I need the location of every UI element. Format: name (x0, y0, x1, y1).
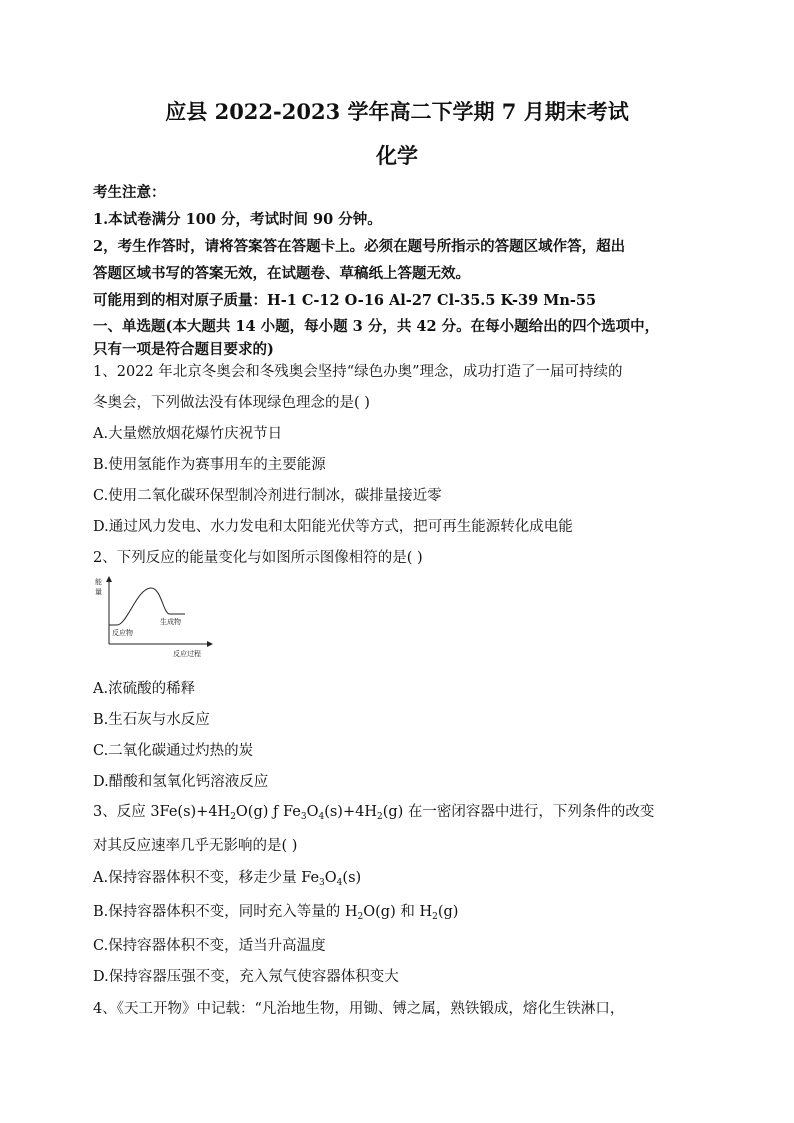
q2-option-a: A.浓硫酸的稀释 (93, 681, 196, 697)
exam-title: 应县 2022-2023 学年高二下学期 7 月期末考试 (165, 99, 629, 124)
q2-option-b: B.生石灰与水反应 (93, 712, 210, 728)
q3-stem-line-1: 3、反应 $3Fe(s)+4H_2O(g)$ ƒ $Fe_3O_4(s)+4H_2(g)$ 在一密闭容器中进行，下列条件的改变 (93, 804, 655, 822)
q4-stem-line-1: 4、《天工开物》中记载：“凡治地生物，用锄、镈之属，熟铁锻成，熔化生铁淋口， (93, 1001, 625, 1017)
q2-option-d: D.醋酸和氢氧化钙溶液反应 (93, 774, 269, 790)
y-label-1: 能 (95, 578, 102, 586)
q3-option-c: C.保持容器体积不变，适当升高温度 (93, 938, 326, 954)
x-axis-arrow (207, 641, 213, 647)
section-heading-line-2: 只有一项是符合题目要求的) (93, 341, 274, 358)
q3-option-d: D.保持容器压强不变，充入氖气使容器体积变大 (93, 969, 399, 985)
y-label-2: 量 (95, 588, 102, 596)
q2-option-c: C.二氧化碳通过灼热的炭 (93, 743, 254, 759)
q1-option-b: B.使用氢能作为赛事用车的主要能源 (93, 457, 326, 473)
q3-stem-line-2: 对其反应速率几乎无影响的是( ) (93, 838, 298, 854)
note-1: 1.本试卷满分 100 分，考试时间 90 分钟。 (93, 211, 382, 228)
product-label: 生成物 (160, 618, 181, 626)
q2-stem: 2、下列反应的能量变化与如图所示图像相符的是( ) (93, 550, 423, 566)
note-2-line-1: 2，考生作答时，请将答案答在答题卡上。必须在题号所指示的答题区域作答，超出 (93, 238, 626, 255)
x-label: 反应过程 (173, 650, 201, 658)
q3-option-b: B.保持容器体积不变，同时充入等量的 $H_2O(g)$ 和 $H_2(g)$ (93, 904, 459, 922)
note-2-line-2: 答题区域书写的答案无效，在试题卷、草稿纸上答题无效。 (93, 265, 470, 282)
notes-heading: 考生注意： (93, 184, 166, 201)
q1-option-c: C.使用二氧化碳环保型制冷剂进行制冰，碳排量接近零 (93, 488, 442, 504)
q1-option-d: D.通过风力发电、水力发电和太阳能光伏等方式，把可再生能源转化成电能 (93, 519, 573, 535)
y-axis-arrow (106, 576, 112, 582)
reactant-label: 反应物 (112, 629, 133, 637)
q1-stem-line-2: 冬奥会，下列做法没有体现绿色理念的是( ) (93, 395, 370, 411)
energy-diagram (93, 574, 218, 662)
subject-title: 化学 (376, 143, 418, 168)
q1-option-a: A.大量燃放烟花爆竹庆祝节日 (93, 426, 283, 442)
section-heading-line-1: 一、单选题(本大题共 14 小题，每小题 3 分，共 42 分。在每小题给出的四个选项中， (93, 318, 660, 335)
atomic-masses: 可能用到的相对原子质量：H-1 C-12 O-16 Al-27 Cl-35.5 K-39 Mn-55 (93, 292, 597, 309)
q1-stem-line-1: 1、2022 年北京冬奥会和冬残奥会坚持“绿色办奥”理念，成功打造了一届可持续的 (93, 364, 623, 380)
q3-option-a: A.保持容器体积不变，移走少量 $Fe_3O_4(s)$ (93, 870, 362, 888)
